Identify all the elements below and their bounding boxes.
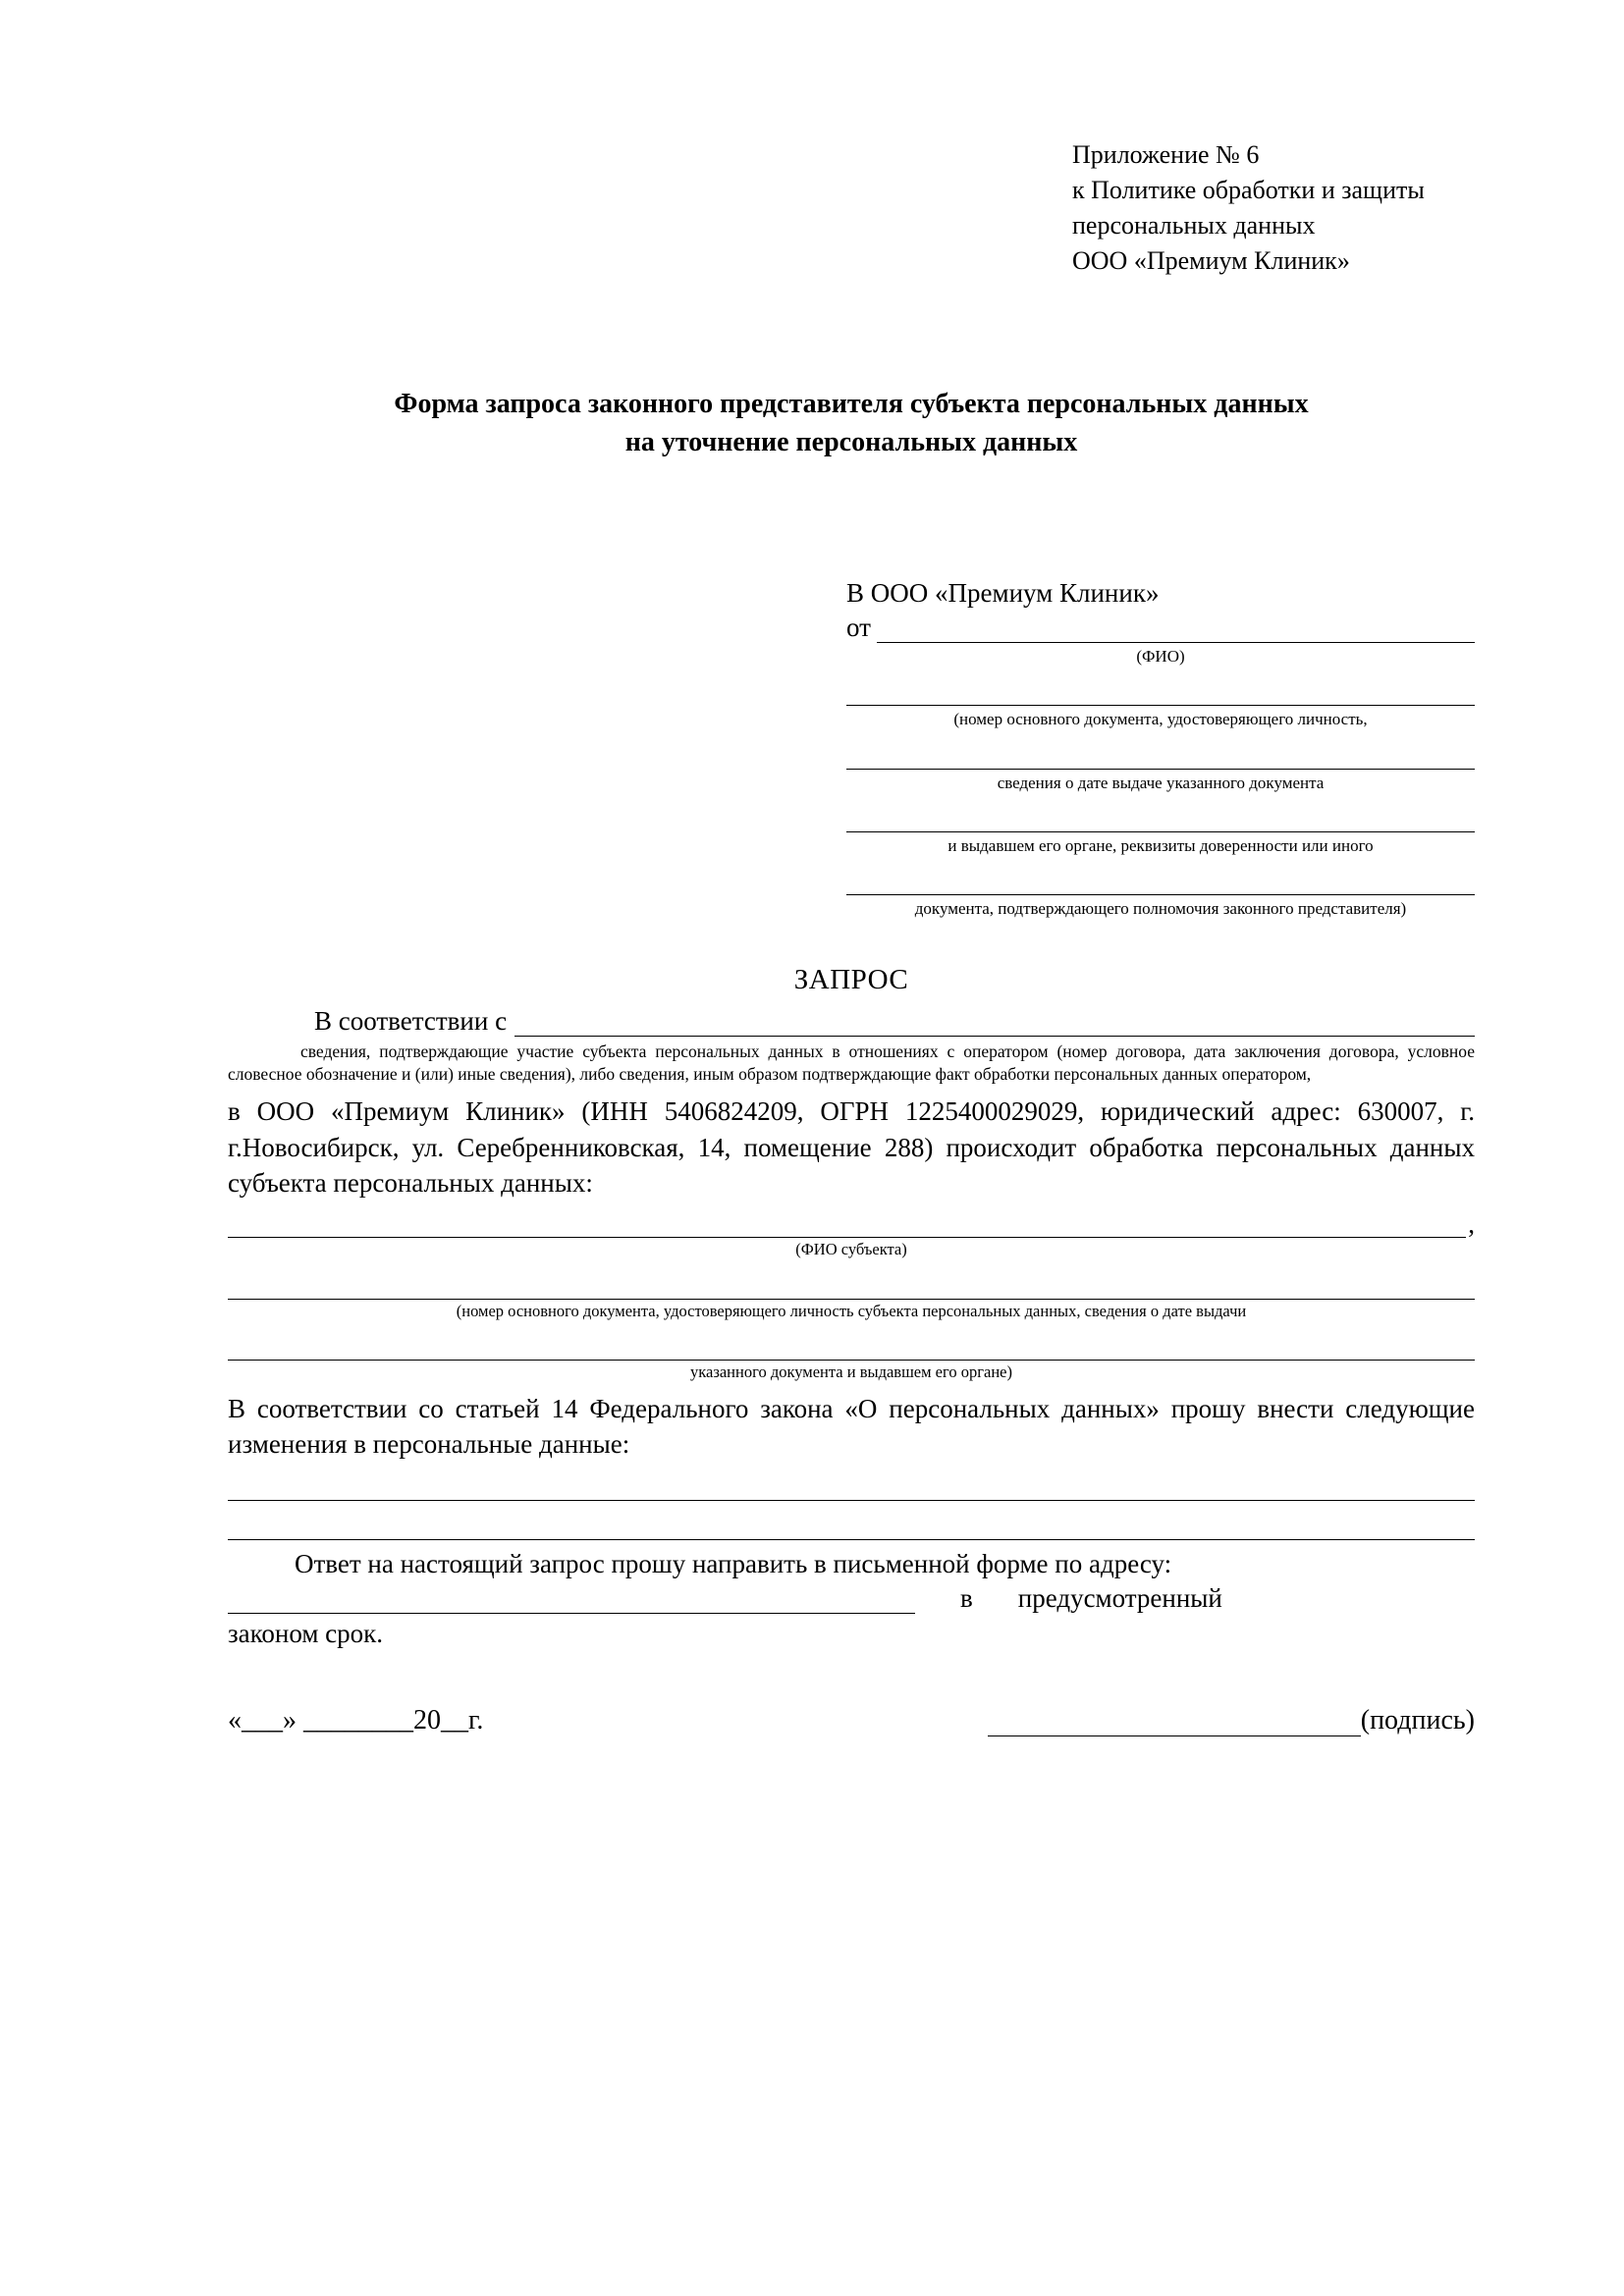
answer-tail-1: в: [960, 1583, 973, 1614]
caption-subject-fio: (ФИО субъекта): [795, 1239, 907, 1258]
addressee-block: [846, 578, 1475, 919]
operator-paragraph: в ООО «Премиум Клиник» (ИНН 5406824209, ОГРН 1225400029029, юридический адрес: 630007, г. г.Новосибирск, ул. Серебренниковская, 14, помещение 288) происходит обработка персональных данных субъекта персональных данных:: [228, 1096, 1475, 1198]
caption-fio: (ФИО): [1136, 647, 1185, 666]
page-title-line-2: на уточнение персональных данных: [624, 427, 1078, 458]
in-accordance-label: В соответствии с: [314, 1006, 508, 1037]
doc-line-4-group: [846, 865, 1475, 919]
answer-address-row: [228, 1583, 1475, 1614]
changes-input-1[interactable]: [228, 1470, 1475, 1501]
answer-tail-3: законом срок.: [228, 1619, 384, 1649]
subject-fio-input[interactable]: [228, 1209, 1466, 1238]
subject-doc-input-1[interactable]: [228, 1269, 1475, 1300]
subject-doc-group-2: [228, 1330, 1475, 1383]
document-content: [228, 137, 1475, 1736]
addressee-organization: В ООО «Премиум Клиник»: [846, 578, 1160, 608]
subject-fio-group: [228, 1209, 1475, 1260]
subject-fio-comma: ,: [1468, 1208, 1475, 1239]
law-paragraph: В соответствии со статьей 14 Федерального закона «О персональных данных» прошу внести следующие изменения в персональные данные:: [228, 1393, 1475, 1459]
changes-group: [228, 1470, 1475, 1540]
representative-doc-input-4[interactable]: [846, 865, 1475, 895]
appendix-header-line-3: персональных данных: [1072, 210, 1316, 240]
signature-input[interactable]: [988, 1706, 1361, 1736]
appendix-header-line-4: ООО «Премиум Клиник»: [1072, 245, 1350, 275]
answer-address-input[interactable]: [228, 1585, 915, 1614]
answer-paragraph-text: Ответ на настоящий запрос прошу направить в письменной форме по адресу:: [295, 1549, 1172, 1579]
from-fio-input[interactable]: [877, 616, 1475, 643]
caption-doc-4: документа, подтверждающего полномочия законного представителя): [914, 899, 1407, 918]
answer-tail-2: предусмотренный: [1017, 1583, 1222, 1614]
page-title: [228, 385, 1475, 463]
signature-row: [228, 1705, 1475, 1736]
doc-line-3-group: [846, 802, 1475, 856]
request-note: [228, 1041, 1475, 1086]
caption-doc-1: (номер основного документа, удостоверяющего личность,: [953, 710, 1368, 729]
request-heading: ЗАПРОС: [793, 964, 909, 996]
in-accordance-row: [228, 1006, 1475, 1037]
appendix-header-line-1: Приложение № 6: [1072, 140, 1260, 169]
page-title-line-1: Форма запроса законного представителя субъекта персональных данных: [394, 388, 1309, 419]
doc-line-2-group: [846, 739, 1475, 793]
caption-doc-3: и выдавшем его органе, реквизиты доверенности или иного: [947, 835, 1374, 855]
caption-doc-2: сведения о дате выдаче указанного документа: [997, 773, 1325, 792]
representative-doc-input-1[interactable]: [846, 675, 1475, 706]
signature-label: (подпись): [1360, 1704, 1475, 1735]
in-accordance-input[interactable]: [514, 1010, 1475, 1037]
changes-input-2[interactable]: [228, 1510, 1475, 1540]
caption-subject-doc-2: указанного документа и выдавшем его органе): [690, 1362, 1012, 1382]
answer-paragraph: [228, 1546, 1475, 1581]
from-row: [846, 613, 1475, 643]
appendix-header: [1072, 137, 1475, 279]
caption-subject-doc-1: (номер основного документа, удостоверяющего личность субъекта персональных данных, сведения о дате выдачи: [456, 1301, 1247, 1320]
appendix-header-line-2: к Политике обработки и защиты: [1072, 175, 1425, 204]
subject-doc-input-2[interactable]: [228, 1330, 1475, 1361]
representative-doc-input-3[interactable]: [846, 802, 1475, 832]
request-note-text: сведения, подтверждающие участие субъекта персональных данных в отношениях с оператором (номер договора, дата заключения договора, условное словесное обозначение и (или) иные сведения), либо сведения, иным образом подтверждающие факт обработки персональных данных оператором,: [228, 1041, 1475, 1085]
subject-doc-group-1: [228, 1269, 1475, 1322]
doc-line-1-group: [846, 675, 1475, 729]
representative-doc-input-2[interactable]: [846, 739, 1475, 770]
from-label: от: [846, 613, 871, 642]
signature-date[interactable]: «___» ________20__г.: [228, 1704, 484, 1735]
